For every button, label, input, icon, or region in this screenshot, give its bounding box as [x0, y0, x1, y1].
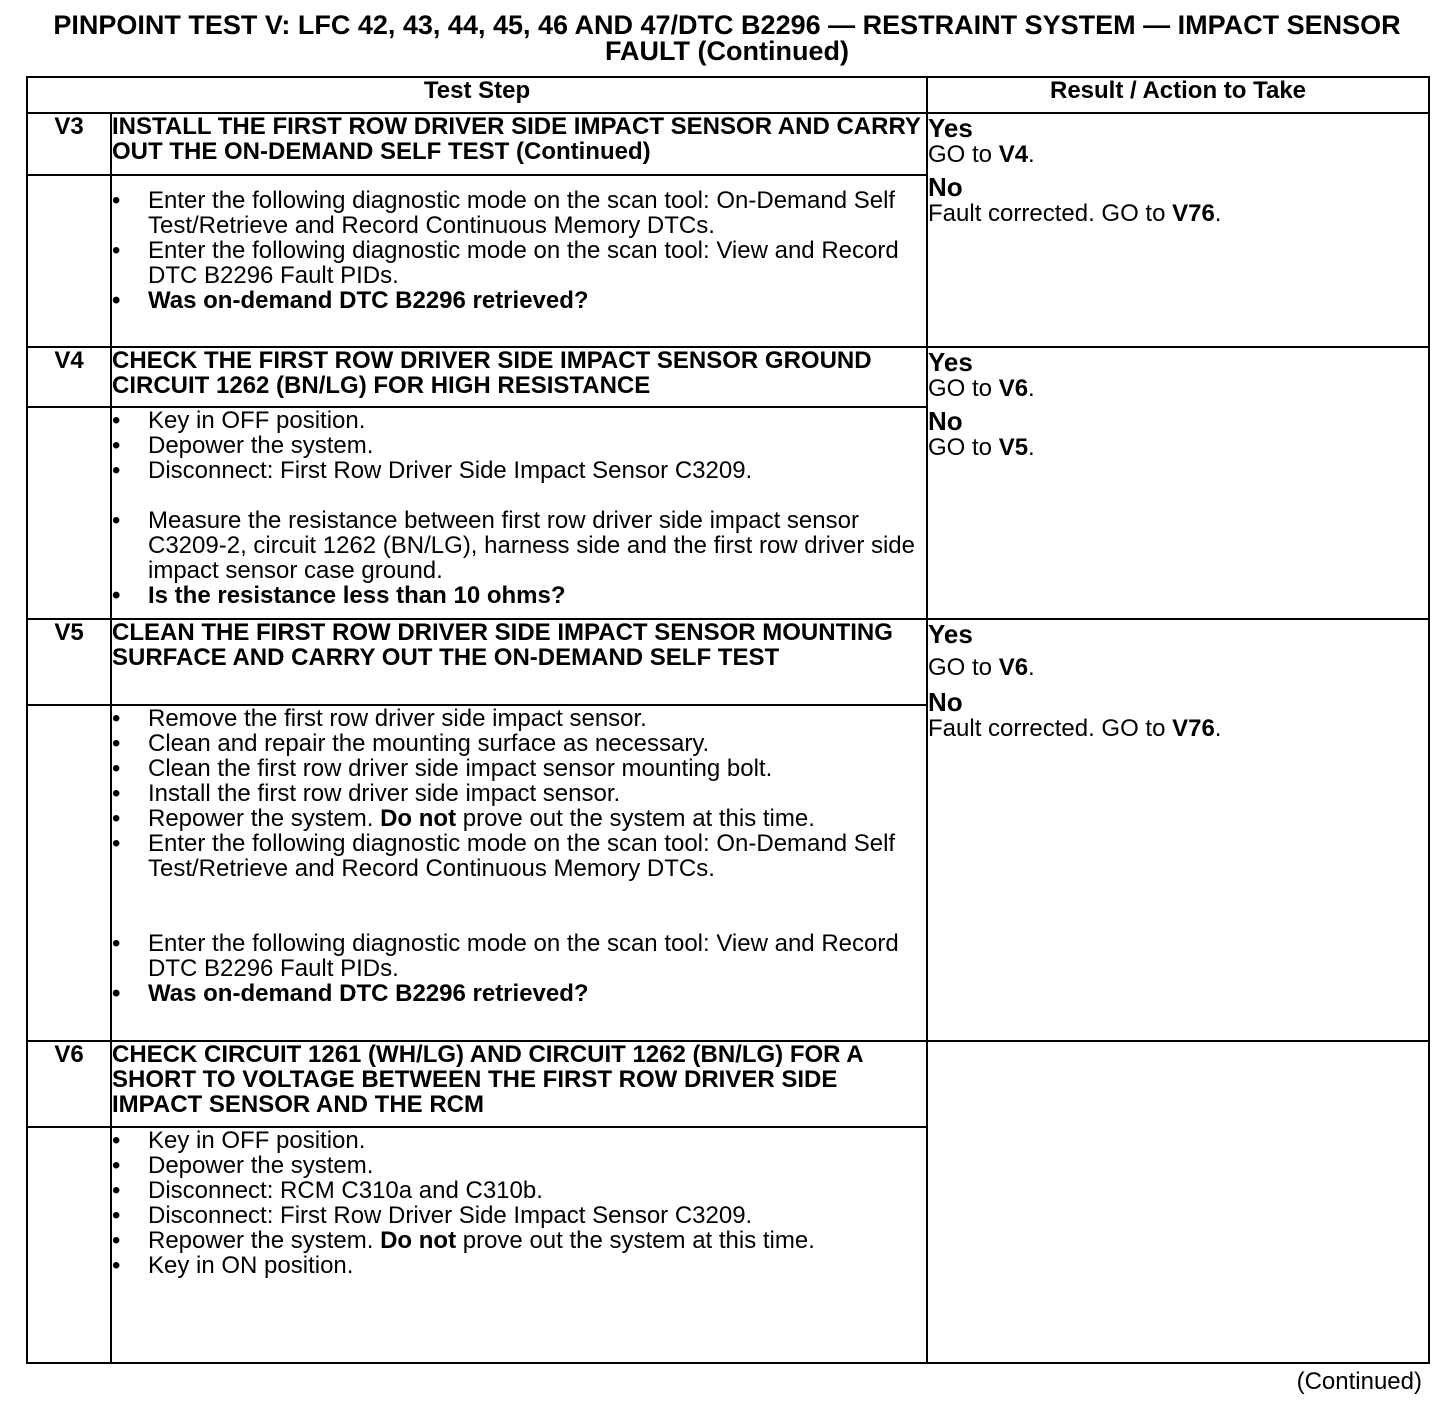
continued-label: (Continued) — [1296, 1368, 1422, 1395]
list-item: • Is the resistance less than 10 ohms? — [112, 583, 926, 608]
step-v4-result — [927, 347, 1429, 619]
list-item: • Disconnect: First Row Driver Side Impact Sensor C3209. — [112, 1203, 926, 1228]
step-title: CLEAN THE FIRST ROW DRIVER SIDE IMPACT SENSOR MOUNTING SURFACE AND CARRY OUT THE ON-DEMAND SELF TEST — [111, 619, 927, 705]
list-item: • Enter the following diagnostic mode on the scan tool: On-Demand Self Test/Retrieve and Record Continuous Memory DTCs. — [112, 188, 926, 238]
step-id: V3 — [27, 113, 111, 175]
yes-label: Yes — [928, 113, 973, 143]
step-v6-header-row — [27, 1041, 1429, 1127]
step-v5-result — [927, 619, 1429, 1041]
step-v4-header-row — [27, 347, 1429, 407]
step-title: INSTALL THE FIRST ROW DRIVER SIDE IMPACT SENSOR AND CARRY OUT THE ON-DEMAND SELF TEST (Continued) — [111, 113, 927, 175]
no-label: No — [928, 172, 963, 202]
step-id: V6 — [27, 1041, 111, 1127]
list-item: • Depower the system. — [112, 433, 926, 458]
list-item: • Repower the system. Do not prove out the system at this time. — [112, 806, 926, 831]
yes-action: GO to V6. — [928, 375, 1035, 402]
yes-label: Yes — [928, 347, 973, 377]
list-item: • Was on-demand DTC B2296 retrieved? — [112, 981, 926, 1006]
step-v3-header-row — [27, 113, 1429, 175]
no-label: No — [928, 687, 963, 717]
step-v6-body — [111, 1127, 927, 1363]
list-item: • Key in OFF position. — [112, 1128, 926, 1153]
step-id: V4 — [27, 347, 111, 407]
step-v3-result — [927, 113, 1429, 347]
list-item: • Install the first row driver side impact sensor. — [112, 781, 926, 806]
list-item: • Was on-demand DTC B2296 retrieved? — [112, 288, 926, 313]
step-v5-body — [111, 705, 927, 1041]
list-item: • Remove the first row driver side impact sensor. — [112, 706, 926, 731]
result-header: Result / Action to Take — [927, 77, 1429, 113]
step-title: CHECK CIRCUIT 1261 (WH/LG) AND CIRCUIT 1262 (BN/LG) FOR A SHORT TO VOLTAGE BETWEEN THE FIRST ROW DRIVER SIDE IMPACT SENSOR AND THE RCM — [111, 1041, 927, 1127]
list-item: • Enter the following diagnostic mode on the scan tool: View and Record DTC B2296 Fault PIDs. — [112, 238, 926, 288]
list-item: • Measure the resistance between first row driver side impact sensor C3209-2, circuit 1262 (BN/LG), harness side and the first row driver side impact sensor case ground. — [112, 508, 926, 583]
no-action: Fault corrected. GO to V76. — [928, 715, 1222, 742]
table-header-row — [27, 77, 1429, 113]
step-v5-header-row — [27, 619, 1429, 705]
step-title: CHECK THE FIRST ROW DRIVER SIDE IMPACT SENSOR GROUND CIRCUIT 1262 (BN/LG) FOR HIGH RESISTANCE — [111, 347, 927, 407]
list-item: • Clean the first row driver side impact sensor mounting bolt. — [112, 756, 926, 781]
step-v6-result — [927, 1041, 1429, 1363]
step-id: V5 — [27, 619, 111, 705]
list-item: • Clean and repair the mounting surface as necessary. — [112, 731, 926, 756]
yes-action: GO to V4. — [928, 141, 1035, 168]
list-item: • Disconnect: RCM C310a and C310b. — [112, 1178, 926, 1203]
step-v4-body — [111, 407, 927, 619]
test-step-header: Test Step — [27, 77, 927, 113]
no-action: Fault corrected. GO to V76. — [928, 200, 1222, 227]
list-item: • Disconnect: First Row Driver Side Impact Sensor C3209. — [112, 458, 926, 483]
list-item: • Enter the following diagnostic mode on the scan tool: View and Record DTC B2296 Fault PIDs. — [112, 931, 926, 981]
list-item: • Key in OFF position. — [112, 408, 926, 433]
yes-label: Yes — [928, 619, 973, 649]
yes-action: GO to V6. — [928, 654, 1035, 681]
list-item: • Key in ON position. — [112, 1253, 926, 1278]
list-item: • Enter the following diagnostic mode on the scan tool: On-Demand Self Test/Retrieve and Record Continuous Memory DTCs. — [112, 831, 926, 881]
list-item: • Depower the system. — [112, 1153, 926, 1178]
no-label: No — [928, 406, 963, 436]
list-item: • Repower the system. Do not prove out the system at this time. — [112, 1228, 926, 1253]
page-title: PINPOINT TEST V: LFC 42, 43, 44, 45, 46 AND 47/DTC B2296 — RESTRAINT SYSTEM — IMPACT SENSOR FAULT (Continued) — [53, 10, 1401, 66]
step-v3-body — [111, 175, 927, 347]
pinpoint-test-table — [26, 76, 1430, 1364]
no-action: GO to V5. — [928, 434, 1035, 461]
